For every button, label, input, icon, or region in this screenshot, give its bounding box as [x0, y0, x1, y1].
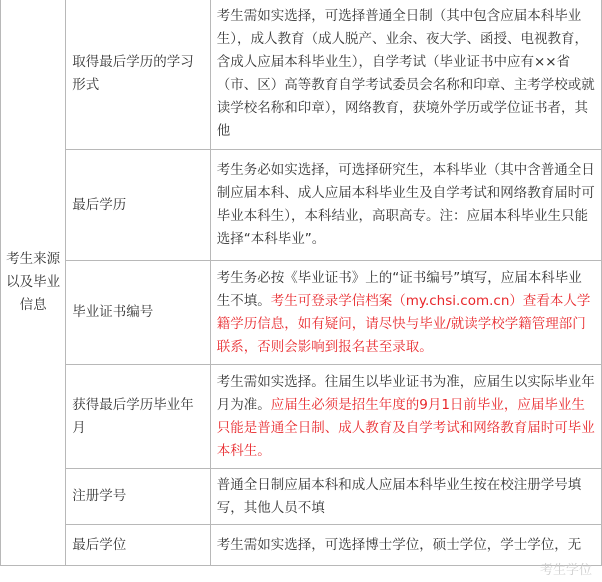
- field-description: 考生务必如实选择，可选择研究生，本科毕业（其中含普通全日制应届本科、成人应届本科毕业生及自学考试和网络教育届时可毕业本科生），本科结业，高职高专。注：应届本科毕业生只能选择“本科毕业”。: [210, 150, 601, 261]
- description-text: 考生务必按《毕业证书》上的“证书编号”填写，应届本科毕业生不填。: [216, 269, 582, 309]
- field-description: 普通全日制应届本科和成人应届本科毕业生按在校注册学号填写，其他人员不填: [210, 469, 601, 525]
- field-description: [210, 261, 601, 365]
- field-label: 毕业证书编号: [66, 261, 210, 365]
- table-row: [1, 525, 602, 566]
- table-row: [1, 261, 602, 365]
- field-description: [210, 365, 601, 469]
- field-label: 取得最后学历的学习形式: [66, 0, 210, 150]
- section-label: 考生来源以及毕业信息: [1, 0, 66, 566]
- watermark: 考生学位: [539, 563, 592, 578]
- description-text: 考生需如实选择。往届生以毕业证书为准，应届生以实际毕业年月为准。: [216, 373, 595, 413]
- table-row: [1, 0, 602, 150]
- field-label: 最后学历: [66, 150, 210, 261]
- table-row: [1, 365, 602, 469]
- field-description: 考生需如实选择，可选择普通全日制（其中包含应届本科毕业生），成人教育（成人脱产、业余、夜大学、函授、电视教育，含成人应届本科毕业生），自学考试（毕业证书中应有××省（市、区）高等教育自学考试委员会名称和印章、主考学校或就读学校名称和印章），网络教育，获境外学历或学位证书者，其他: [210, 0, 601, 150]
- field-label: 注册学号: [66, 469, 210, 525]
- table-row: [1, 469, 602, 525]
- description-highlight: 考生可登录学信档案（my.chsi.com.cn）查看本人学籍学历信息，如有疑问，请尽快与毕业/就读学校学籍管理部门联系，否则会影响到报名甚至录取。: [216, 292, 591, 355]
- field-label: 最后学位: [66, 525, 210, 566]
- field-label: 获得最后学历毕业年月: [66, 365, 210, 469]
- table-row: [1, 150, 602, 261]
- description-highlight: 应届生必须是招生年度的9月1日前毕业，应届毕业生只能是普通全日制、成人教育及自学考试和网络教育届时可毕业本科生。: [216, 396, 595, 459]
- field-description: 考生需如实选择，可选择博士学位，硕士学位，学士学位，无: [210, 525, 601, 566]
